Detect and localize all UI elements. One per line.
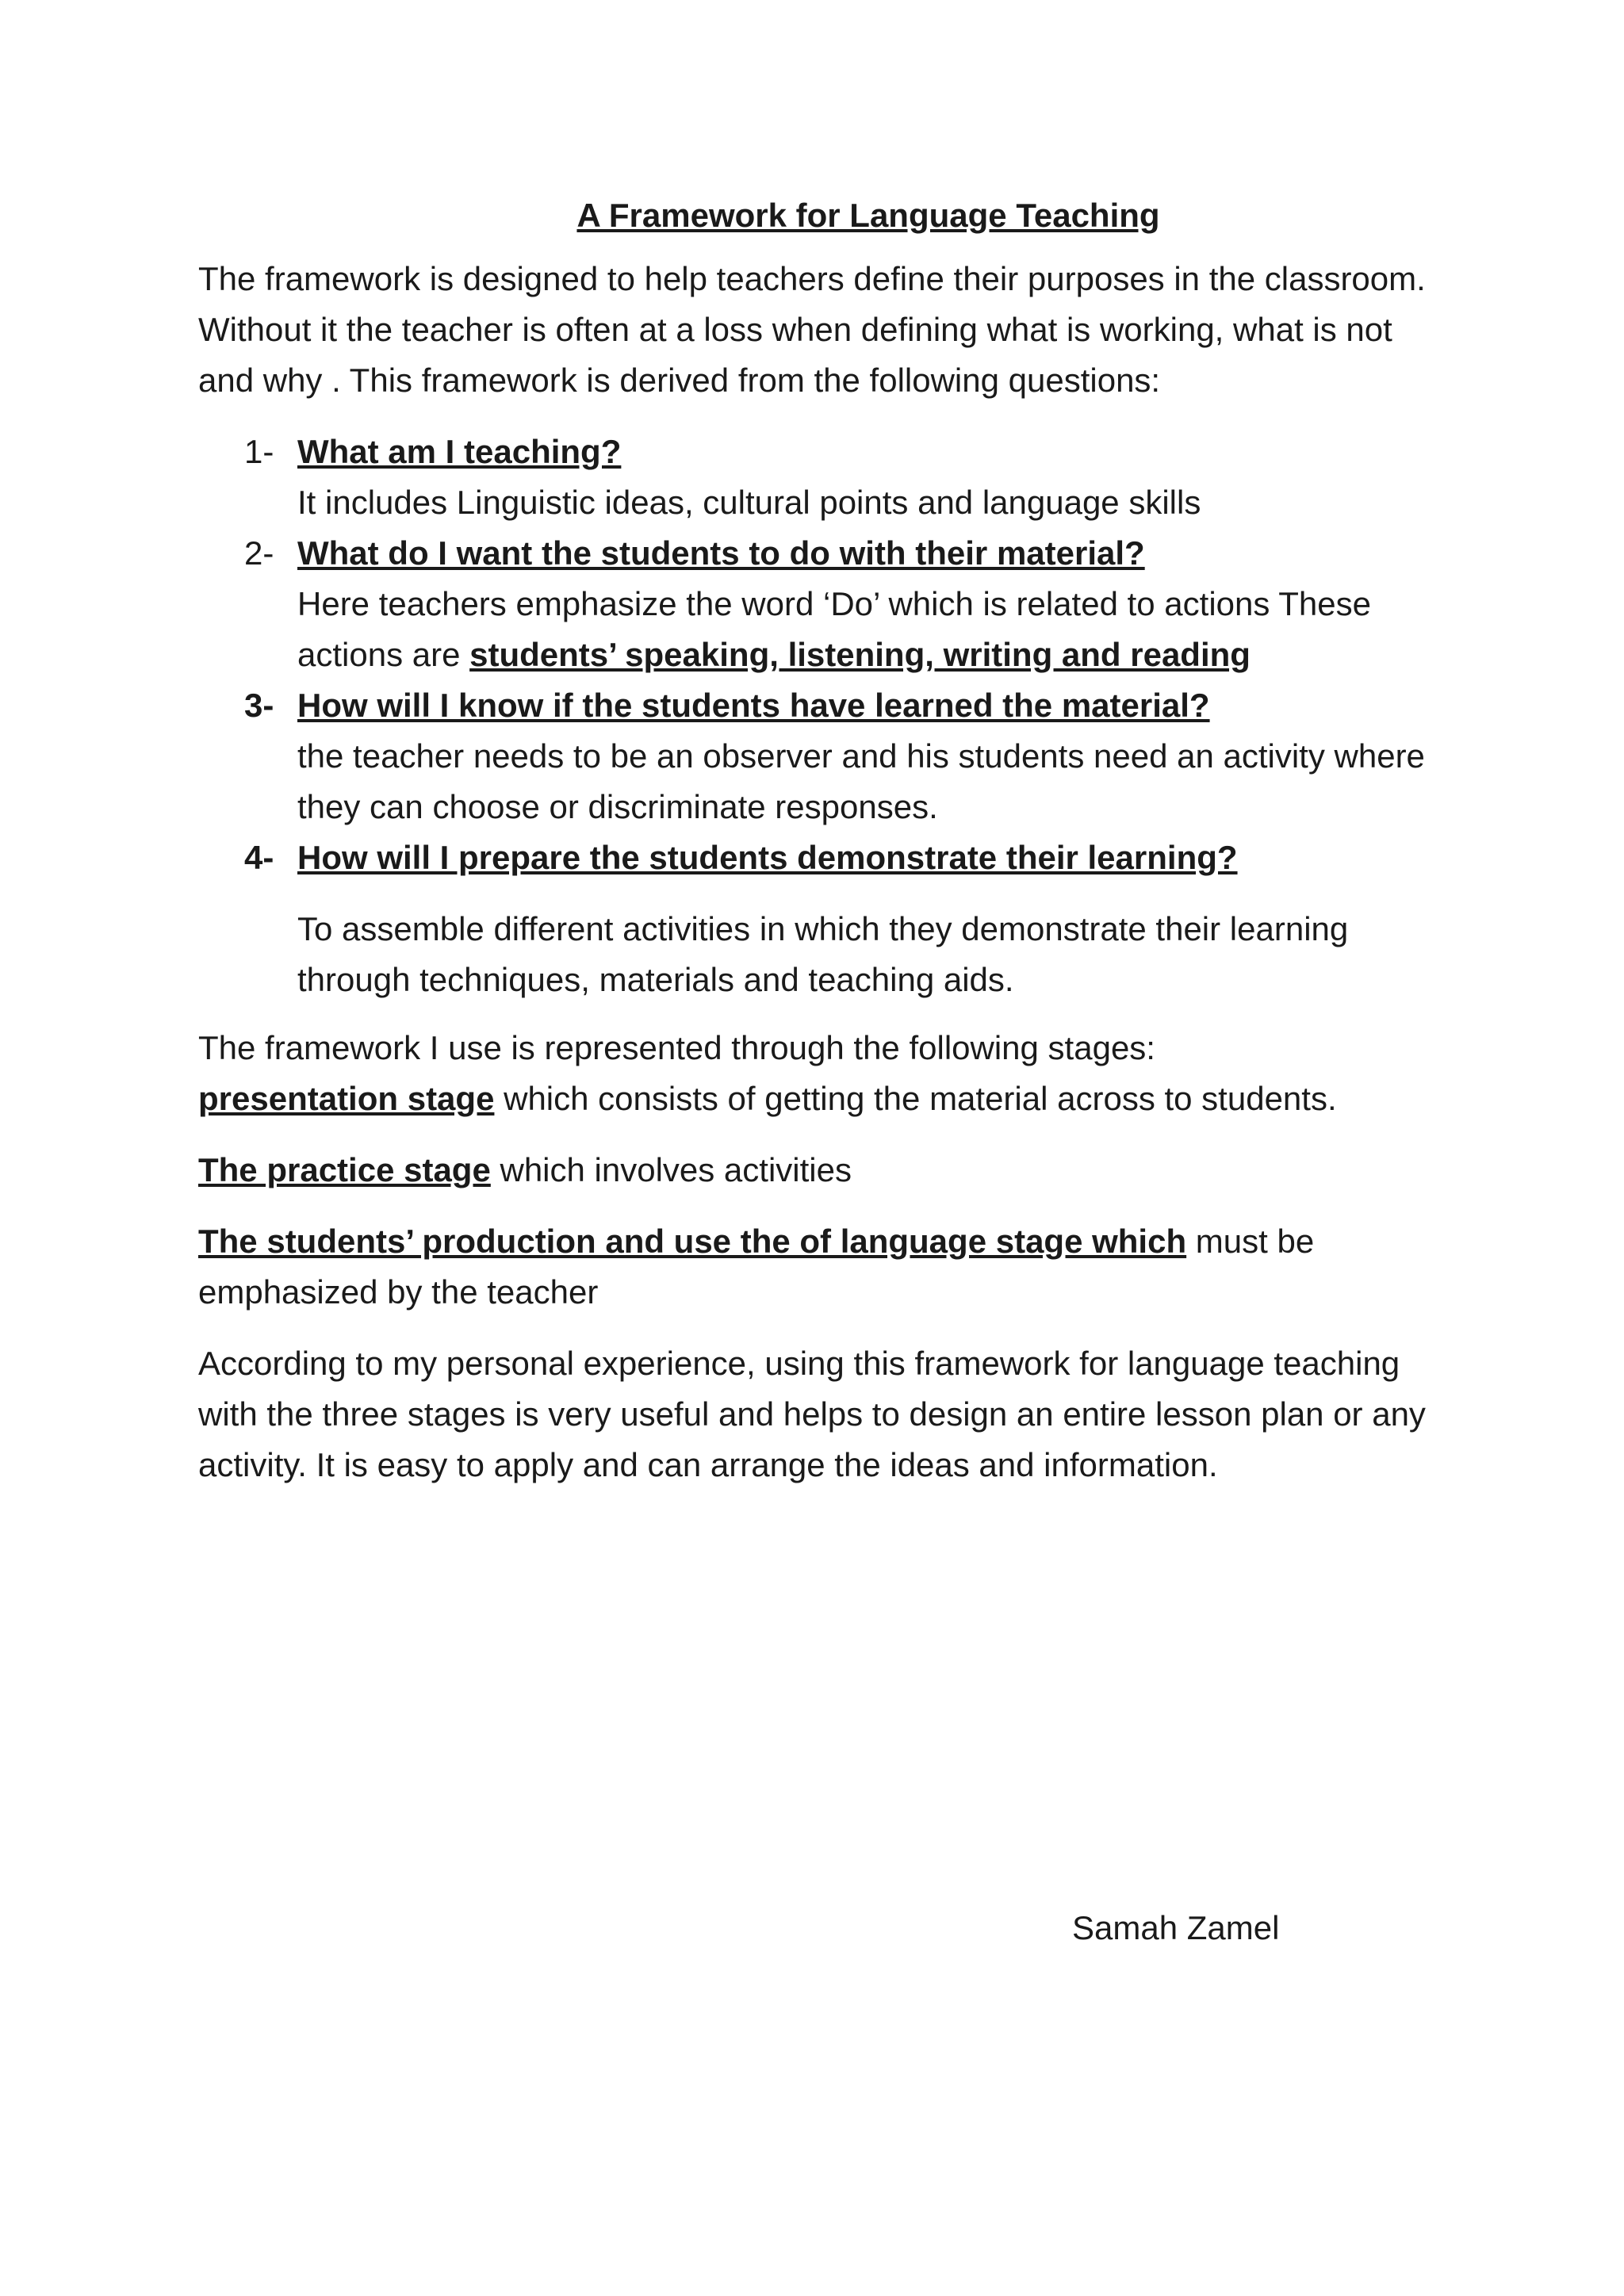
- question-list: [198, 427, 1451, 1005]
- list-item: [198, 680, 1451, 832]
- stage-1-label: presentation stage: [198, 1080, 495, 1117]
- question-title: How will I know if the students have learned the material?: [297, 687, 1210, 724]
- stages-intro: The framework I use is represented through the following stages:: [198, 1029, 1155, 1066]
- question-number: 2-: [244, 534, 274, 572]
- question-body-text: Here teachers emphasize the word ‘Do’ which is related to actions These actions are: [297, 585, 1372, 673]
- stage-3-paragraph: [198, 1216, 1451, 1318]
- document-title: A Framework for Language Teaching: [576, 197, 1160, 234]
- list-item: [198, 427, 1451, 528]
- question-title: What am I teaching?: [297, 433, 622, 470]
- question-body: To assemble different activities in which they demonstrate their learning through techniques, materials and teaching aids.: [297, 910, 1349, 998]
- stage-2-text: which involves activities: [490, 1151, 852, 1188]
- question-title: How will I prepare the students demonstrate their learning?: [297, 839, 1238, 876]
- stage-3-label: The students’ production and use the of language stage which: [198, 1223, 1187, 1260]
- question-body: It includes Linguistic ideas, cultural points and language skills: [297, 484, 1201, 521]
- stages-paragraph: [198, 1023, 1451, 1124]
- question-body: the teacher needs to be an observer and his students need an activity where they can choose or discriminate responses.: [297, 737, 1425, 825]
- stage-1-text: which consists of getting the material across to students.: [494, 1080, 1337, 1117]
- question-body-emphasis: students’ speaking, listening, writing and reading: [469, 636, 1251, 673]
- stage-2-label: The practice stage: [198, 1151, 491, 1188]
- author-signature: Samah Zamel: [1072, 1909, 1280, 1946]
- stage-2-paragraph: [198, 1145, 1451, 1196]
- document-page: [198, 190, 1451, 1511]
- intro-paragraph: The framework is designed to help teachers define their purposes in the classroom. Without it the teacher is often at a loss when defining what is working, what is not and why . This framework is derived from the following questions:: [198, 260, 1426, 399]
- list-item: [198, 528, 1451, 680]
- conclusion-paragraph: According to my personal experience, using this framework for language teaching with the three stages is very useful and helps to design an entire lesson plan or any activity. It is easy to apply and can arrange the ideas and information.: [198, 1345, 1426, 1483]
- list-item: [198, 832, 1451, 1005]
- question-number: 4-: [244, 839, 274, 876]
- question-number: 1-: [244, 433, 274, 470]
- stage-3-text: must be emphasized by the teacher: [198, 1223, 1315, 1311]
- question-title: What do I want the students to do with their material?: [297, 534, 1145, 572]
- question-number: 3-: [244, 687, 274, 724]
- question-body: [297, 579, 1451, 680]
